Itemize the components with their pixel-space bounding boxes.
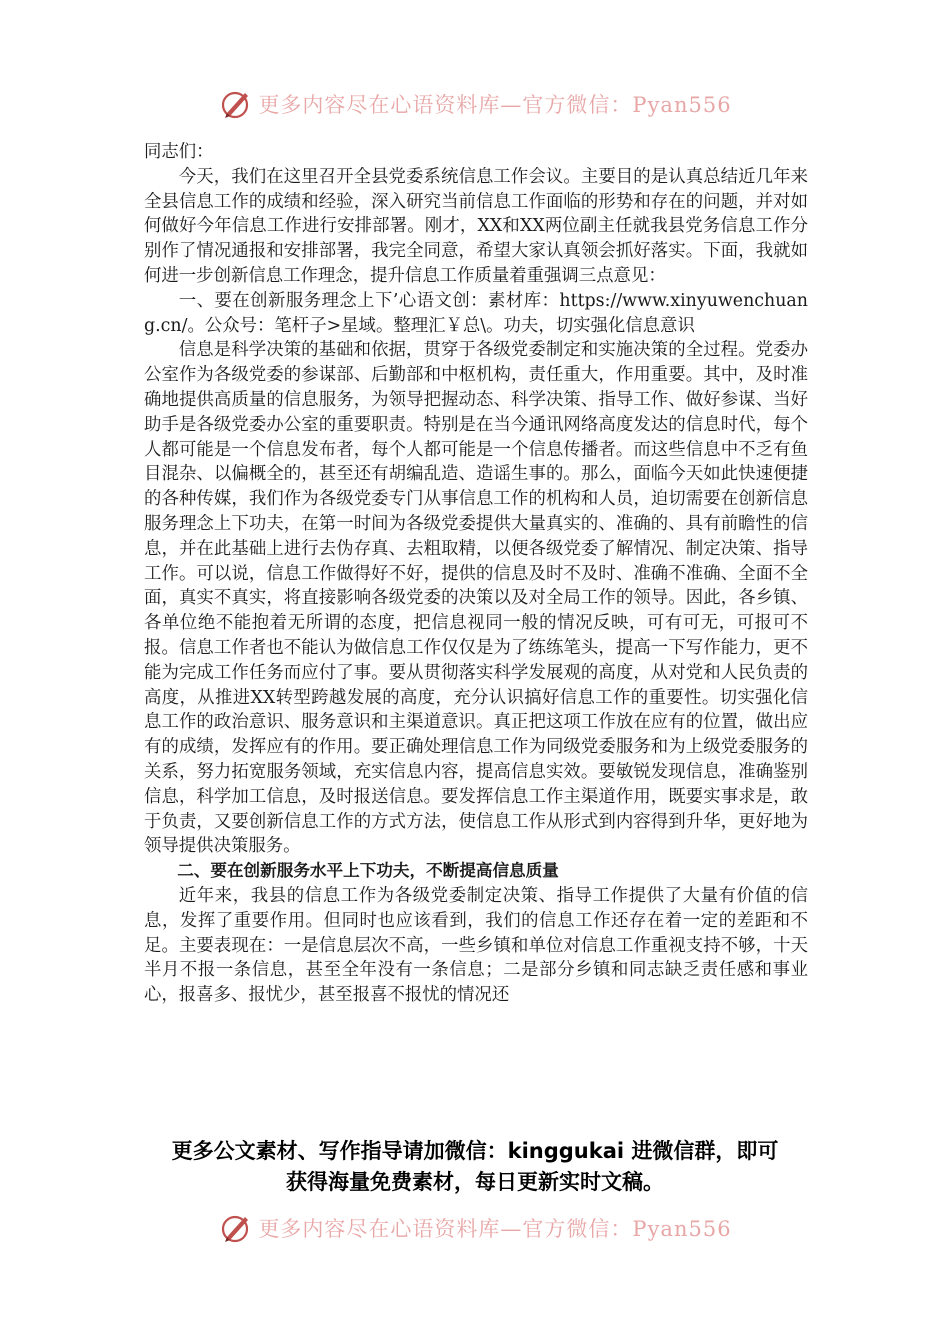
section-two-body: 近年来，我县的信息工作为各级党委制定决策、指导工作提供了大量有价值的信息，发挥了重要作用。但同时也应该看到，我们的信息工作还存在着一定的差距和不足。主要表现在：一是信息层次不高，一些乡镇和单位对信息工作重视支持不够，十天半月不报一条信息，甚至全年没有一条信息；二是部分乡镇和同志缺乏责任感和事业心，报喜多、报忧少，甚至报喜不报忧的情况还 — [144, 885, 808, 1006]
section-two-heading: 二、要在创新服务水平上下功夫，不断提高信息质量 — [177, 861, 559, 881]
greeting: 同志们： — [144, 142, 214, 162]
pen-circle-logo-icon — [218, 86, 254, 122]
intro-paragraph: 今天，我们在这里召开全县党委系统信息工作会议。主要目的是认真总结近几年来全县信息工作的成绩和经验，深入研究当前信息工作面临的形势和存在的问题，并对如何做好今年信息工作进行安排部署。刚才，XX和XX两位副主任就我县党务信息工作分别作了情况通报和安排部署，我完全同意，希望大家认真领会抓好落实。下面，我就如何进一步创新信息工作理念，提升信息工作质量着重强调三点意见： — [144, 166, 808, 286]
section-one-body: 信息是科学决策的基础和依据，贯穿于各级党委制定和实施决策的全过程。党委办公室作为各级党委的参谋部、后勤部和中枢机构，责任重大，作用重要。其中，及时准确地提供高质量的信息服务，为领导把握动态、科学决策、指导工作、做好参谋、当好助手是各级党委办公室的重要职责。特别是在当今通讯网络高度发达的信息时代，每个人都可能是一个信息发布者，每个人都可能是一个信息传播者。而这些信息中不乏有鱼目混杂、以偏概全的，甚至还有胡编乱造、造谣生事的。那么，面临今天如此快速便捷的各种传媒，我们作为各级党委专门从事信息工作的机构和人员，迫切需要在创新信息服务理念上下功夫，在第一时间为各级党委提供大量真实的、准确的、具有前瞻性的信息，并在此基础上进行去伪存真、去粗取精，以便各级党委了解情况、制定决策、指导工作。可以说，信息工作做得好不好，提供的信息及时不及时、准确不准确、全面不全面，真实不真实，将直接影响各级党委的决策以及对全局工作的领导。因此，各乡镇、各单位绝不能抱着无所谓的态度，把信息视同一般的情况反映，可有可无，可报可不报。信息工作者也不能认为做信息工作仅仅是为了练练笔头，提高一下写作能力，更不能为完成工作任务而应付了事。要从贯彻落实科学发展观的高度，从对党和人民负责的高度，从推进XX转型跨越发展的高度，充分认识搞好信息工作的重要性。切实强化信息工作的政治意识、服务意识和主渠道意识。真正把这项工作放在应有的位置，做出应有的成绩，发挥应有的作用。要正确处理信息工作为同级党委服务和为上级党委服务的关系，努力拓宽服务领域，充实信息内容，提高信息实效。要敏锐发现信息，准确鉴别信息，科学加工信息，及时报送信息。要发挥信息工作主渠道作用，既要实事求是，敢于负责，又要创新信息工作的方式方法，使信息工作从形式到内容得到升华，更好地为领导提供决策服务。 — [144, 340, 808, 857]
footer-banner-text: 更多内容尽在心语资料库—官方微信：Pyan556 — [258, 1217, 732, 1241]
header-banner — [0, 84, 950, 124]
footer-notice-line2: 获得海量免费素材，每日更新实时文稿。 — [286, 1170, 664, 1194]
footer-notice-line1: 更多公文素材、写作指导请加微信：kinggukai 进微信群，即可 — [171, 1139, 779, 1163]
pen-circle-logo-icon — [218, 1210, 254, 1246]
document-body — [144, 140, 808, 1008]
footer-notice — [0, 1136, 950, 1198]
header-banner-text: 更多内容尽在心语资料库—官方微信：Pyan556 — [258, 93, 732, 117]
footer-banner — [0, 1208, 950, 1248]
section-one-heading: 一、要在创新服务理念上下’心语文创：素材库：https://www.xinyuwenchuang.cn/。公众号：笔杆子>星域。整理汇￥总\。功夫，切实强化信息意识 — [144, 290, 808, 336]
